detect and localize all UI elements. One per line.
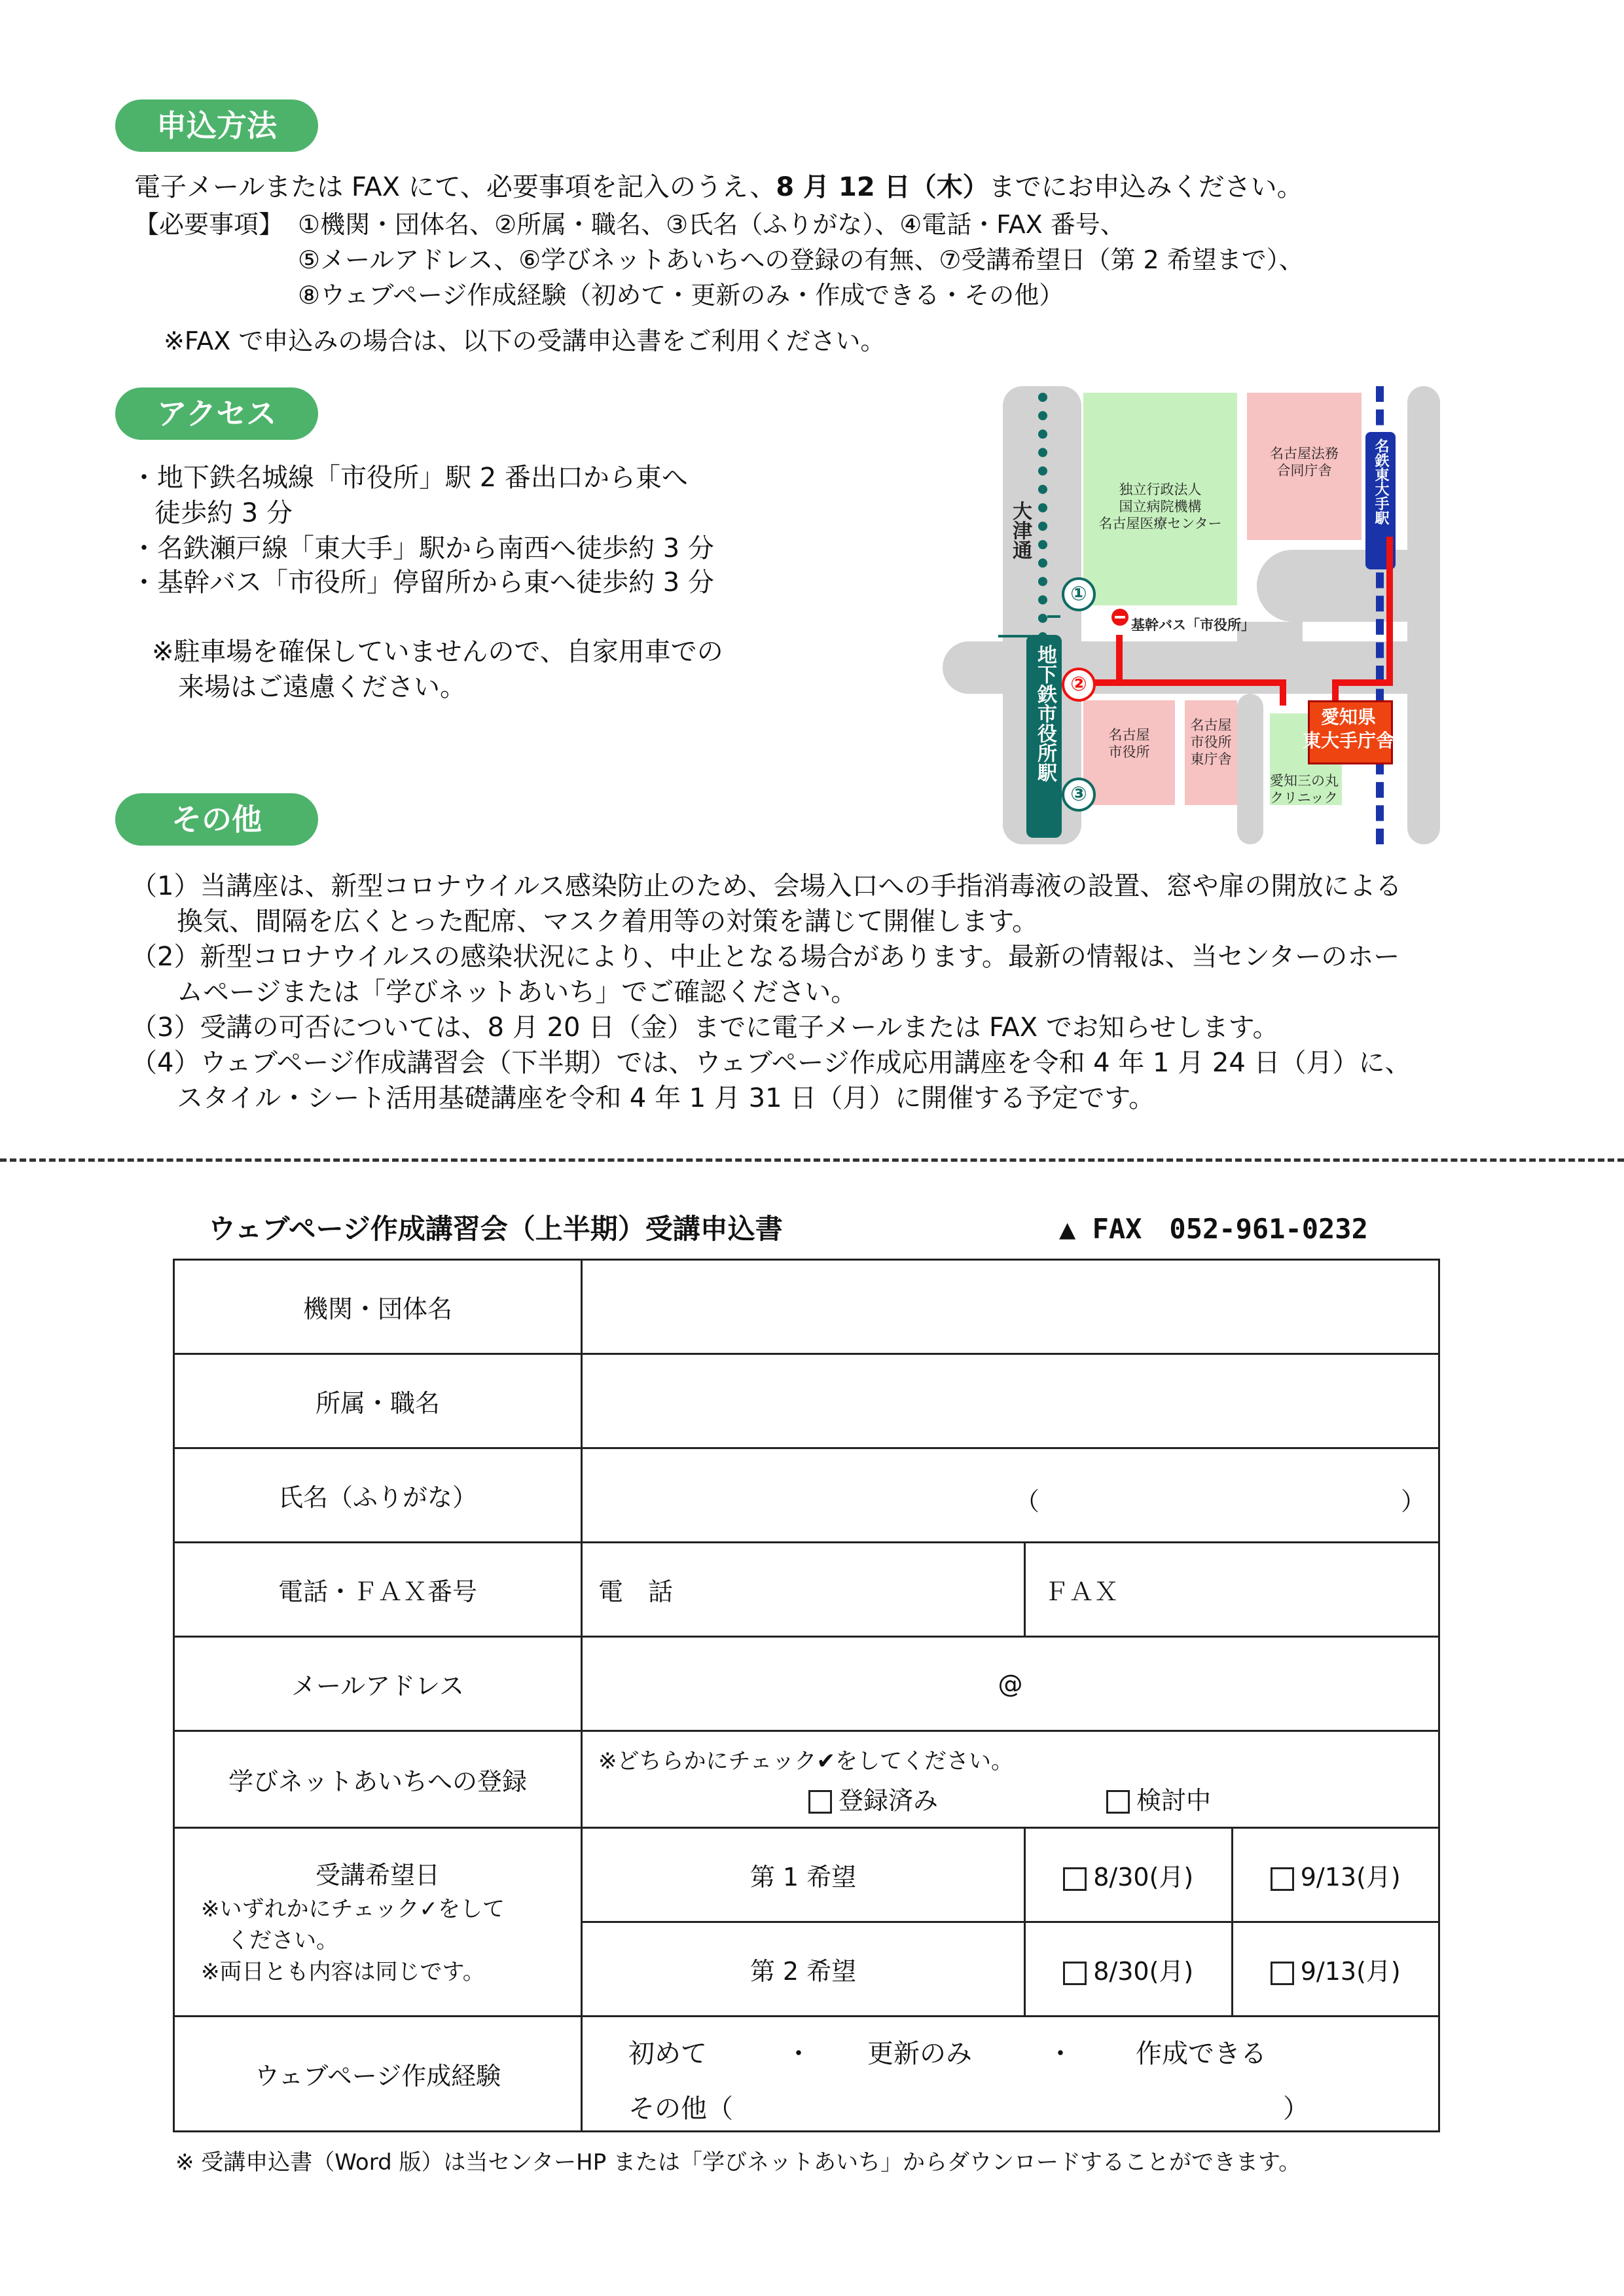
medical-center-line3: 名古屋医療センター bbox=[1098, 516, 1222, 531]
choice2-date-b[interactable] bbox=[1232, 1922, 1439, 2017]
choice2-label: 第 2 希望 bbox=[582, 1922, 1025, 2017]
access-map bbox=[943, 386, 1440, 851]
input-tel[interactable] bbox=[582, 1543, 1025, 1637]
exp-opt3[interactable]: 作成できる bbox=[1136, 2038, 1267, 2069]
section-title-access: アクセス bbox=[115, 387, 318, 440]
cut-line bbox=[0, 1158, 1624, 1162]
mnet-option-registered[interactable] bbox=[808, 1780, 938, 1816]
choice1-date-a[interactable] bbox=[1025, 1828, 1233, 1922]
exit1-marker: ① bbox=[1062, 577, 1096, 611]
label-org: 機関・団体名 bbox=[174, 1260, 582, 1354]
clinic-line1: 愛知三の丸 bbox=[1270, 773, 1339, 789]
email-at: @ bbox=[998, 1669, 1023, 1698]
access-item1a: ・地下鉄名城線「市役所」駅 2 番出口から東へ bbox=[131, 463, 688, 493]
req-line3: ⑧ウェブページ作成経験（初めて・更新のみ・作成できる・その他） bbox=[298, 281, 1064, 310]
name-paren-open: （ bbox=[1015, 1486, 1040, 1516]
city-hall-east-label bbox=[1185, 717, 1237, 768]
exp-sep2: ・ bbox=[1047, 2038, 1074, 2069]
city-hall-east-line1: 名古屋 bbox=[1190, 717, 1232, 733]
choice2-date-a[interactable] bbox=[1025, 1922, 1233, 2017]
section-title-apply: 申込方法 bbox=[115, 99, 318, 152]
exp-other-close: ） bbox=[1283, 2093, 1309, 2124]
row-name bbox=[174, 1448, 1439, 1543]
input-org[interactable] bbox=[582, 1260, 1439, 1354]
legal-office-line2: 合同庁舎 bbox=[1276, 463, 1332, 478]
other-item4b: スタイル・シート活用基礎講座を令和 4 年 1 月 31 日（月）に開催する予定です。 bbox=[177, 1083, 1155, 1113]
label-dept: 所属・職名 bbox=[174, 1354, 582, 1448]
venue-label-line1: 愛知県 bbox=[1320, 706, 1376, 728]
access-item1b: 徒歩約 3 分 bbox=[154, 498, 293, 528]
form-footnote: ※ 受講申込書（Word 版）は当センターHP または「学びネットあいち」からダウンロードすることができます。 bbox=[175, 2149, 1301, 2176]
c2-date-b-label: 9/13(月) bbox=[1300, 1957, 1401, 1986]
row-mnet bbox=[174, 1731, 1439, 1828]
row-date-1 bbox=[174, 1828, 1439, 1922]
input-name[interactable] bbox=[582, 1448, 1439, 1543]
legal-office-label bbox=[1250, 445, 1358, 479]
subway-station-label: 地下鉄市役所駅 bbox=[1034, 645, 1056, 782]
venue-label-line2: 東大手庁舎 bbox=[1302, 730, 1394, 751]
req-line1: ①機関・団体名、②所属・職名、③氏名（ふりがな）、④電話・FAX 番号、 bbox=[298, 210, 1125, 239]
c1-date-b-label: 9/13(月) bbox=[1300, 1863, 1401, 1892]
exp-opt2[interactable]: 更新のみ bbox=[867, 2038, 972, 2069]
form-fax-number: ▲ FAX 052-961-0232 bbox=[1059, 1213, 1368, 1245]
road-main bbox=[943, 641, 1440, 694]
other-item4a: （4）ウェブページ作成講習会（下半期）では、ウェブページ作成応用講座を令和 4 年 1 月 24 日（月）に、 bbox=[131, 1048, 1411, 1078]
input-email[interactable] bbox=[582, 1637, 1439, 1731]
bus-stop-label: 基幹バス「市役所」 bbox=[1131, 617, 1255, 633]
label-date bbox=[174, 1828, 582, 2017]
label-name: 氏名（ふりがな） bbox=[174, 1448, 582, 1543]
mnet-cell bbox=[582, 1731, 1439, 1828]
row-org bbox=[174, 1260, 1439, 1354]
checkbox-c1-b[interactable] bbox=[1271, 1867, 1294, 1891]
medical-center-line2: 国立病院機構 bbox=[1119, 499, 1202, 514]
exit1-stub bbox=[1047, 615, 1060, 618]
route-from-bus bbox=[1116, 635, 1123, 682]
venue-label bbox=[1301, 706, 1396, 753]
label-email: メールアドレス bbox=[174, 1637, 582, 1731]
legal-office-line1: 名古屋法務 bbox=[1270, 446, 1339, 461]
exp-cell bbox=[582, 2017, 1439, 2132]
apply-deadline: 8 月 12 日（木） bbox=[776, 172, 989, 202]
medical-center-line1: 独立行政法人 bbox=[1119, 482, 1202, 497]
date-note1: ※いずれかにチェック✓をして bbox=[201, 1895, 505, 1922]
application-form bbox=[173, 1259, 1440, 2132]
exit2-marker: ② bbox=[1062, 668, 1096, 702]
choice1-date-b[interactable] bbox=[1232, 1828, 1439, 1922]
road-north-curve bbox=[1257, 550, 1440, 622]
choice1-label: 第 1 希望 bbox=[582, 1828, 1025, 1922]
checkbox-c2-a[interactable] bbox=[1063, 1962, 1087, 1985]
other-item1b: 換気、間隔を広くとった配席、マスク着用等の対策を講じて開催します。 bbox=[177, 906, 1038, 937]
input-fax[interactable] bbox=[1025, 1543, 1439, 1637]
parking-note1: ※駐車場を確保していませんので、自家用車での bbox=[152, 637, 723, 667]
clinic-line2: クリニック bbox=[1270, 790, 1338, 806]
route-meitetsu-west bbox=[1332, 679, 1391, 686]
city-hall-east-line2: 市役所 bbox=[1190, 734, 1232, 750]
mnet-note: ※どちらかにチェック✔をしてください。 bbox=[598, 1748, 1013, 1774]
fax-note: ※FAX で申込みの場合は、以下の受講申込書をご利用ください。 bbox=[164, 327, 886, 355]
city-hall-label bbox=[1087, 726, 1172, 761]
parking-note2: 来場はご遠慮ください。 bbox=[178, 672, 466, 702]
access-item2: ・名鉄瀬戸線「東大手」駅から南西へ徒歩約 3 分 bbox=[131, 533, 714, 564]
clinic-label bbox=[1270, 772, 1348, 806]
other-item3: （3）受講の可否については、8 月 20 日（金）までに電子メールまたは FAX でお知らせします。 bbox=[131, 1013, 1279, 1043]
exp-other[interactable]: その他（ bbox=[628, 2093, 733, 2124]
exp-sep1: ・ bbox=[785, 2038, 812, 2069]
checkbox-considering[interactable] bbox=[1106, 1790, 1130, 1814]
city-hall-line1: 名古屋 bbox=[1108, 727, 1150, 743]
label-date-title: 受講希望日 bbox=[315, 1860, 440, 1890]
route-down bbox=[1280, 679, 1286, 706]
medical-center-label bbox=[1087, 481, 1234, 532]
exit1-connector bbox=[998, 635, 1031, 637]
label-exp: ウェブページ作成経験 bbox=[174, 2017, 582, 2132]
road-south bbox=[1237, 694, 1263, 844]
name-paren-close: ） bbox=[1401, 1486, 1426, 1516]
req-label: 【必要事項】 bbox=[134, 210, 284, 239]
label-phone: 電話・ＦＡＸ番号 bbox=[174, 1543, 582, 1637]
form-title: ウェブページ作成講習会（上半期）受講申込書 bbox=[208, 1213, 783, 1245]
apply-line1-pre: 電子メールまたは FAX にて、必要事項を記入のうえ、 bbox=[134, 172, 776, 202]
c1-date-a-label: 8/30(月) bbox=[1093, 1863, 1194, 1892]
mnet-option-considering[interactable] bbox=[1106, 1780, 1211, 1816]
city-hall-line2: 市役所 bbox=[1108, 744, 1150, 760]
row-phone bbox=[174, 1543, 1439, 1637]
apply-line1-post: までにお申込みください。 bbox=[988, 172, 1303, 202]
other-item1a: （1）当講座は、新型コロナウイルス感染防止のため、会場入口への手指消毒液の設置、窓や扉の開放による bbox=[131, 871, 1402, 901]
other-item2b: ムページまたは「学びネットあいち」でご確認ください。 bbox=[177, 977, 857, 1007]
mnet-opt1-label: 登録済み bbox=[839, 1785, 939, 1815]
date-note2: ください。 bbox=[227, 1927, 338, 1954]
tel-label: 電 話 bbox=[598, 1577, 674, 1606]
checkbox-registered[interactable] bbox=[808, 1790, 832, 1814]
access-item3: ・基幹バス「市役所」停留所から東へ徒歩約 3 分 bbox=[131, 567, 714, 598]
date-note3: ※両日とも内容は同じです。 bbox=[201, 1958, 485, 1985]
c2-date-a-label: 8/30(月) bbox=[1093, 1957, 1194, 1986]
meitetsu-station-label: 名鉄東大手駅 bbox=[1373, 439, 1389, 525]
mnet-opt2-label: 検討中 bbox=[1136, 1785, 1212, 1815]
city-hall-east-line3: 東庁舎 bbox=[1190, 751, 1232, 767]
fax-label: ＦＡＸ bbox=[1044, 1577, 1119, 1606]
row-email bbox=[174, 1637, 1439, 1731]
route-from-meitetsu bbox=[1386, 537, 1393, 686]
checkbox-c1-a[interactable] bbox=[1063, 1867, 1087, 1891]
subway-line-north bbox=[1038, 393, 1056, 641]
other-item2a: （2）新型コロナウイルスの感染状況により、中止となる場合があります。最新の情報は、当センターのホー bbox=[131, 942, 1400, 972]
exit3-marker: ③ bbox=[1062, 778, 1096, 812]
otsu-street-label: 大津通 bbox=[1009, 501, 1032, 560]
req-line2: ⑤メールアドレス、⑥学びネットあいちへの登録の有無、⑦受講希望日（第 2 希望まで）、 bbox=[298, 245, 1304, 274]
bus-stop-icon bbox=[1111, 609, 1128, 626]
checkbox-c2-b[interactable] bbox=[1271, 1962, 1294, 1985]
row-dept bbox=[174, 1354, 1439, 1448]
row-exp bbox=[174, 2017, 1439, 2132]
apply-line1 bbox=[134, 169, 1303, 206]
exp-opt1[interactable]: 初めて bbox=[628, 2038, 707, 2069]
input-dept[interactable] bbox=[582, 1354, 1439, 1448]
section-title-other: その他 bbox=[115, 793, 318, 846]
label-mnet: 学びネットあいちへの登録 bbox=[174, 1731, 582, 1828]
